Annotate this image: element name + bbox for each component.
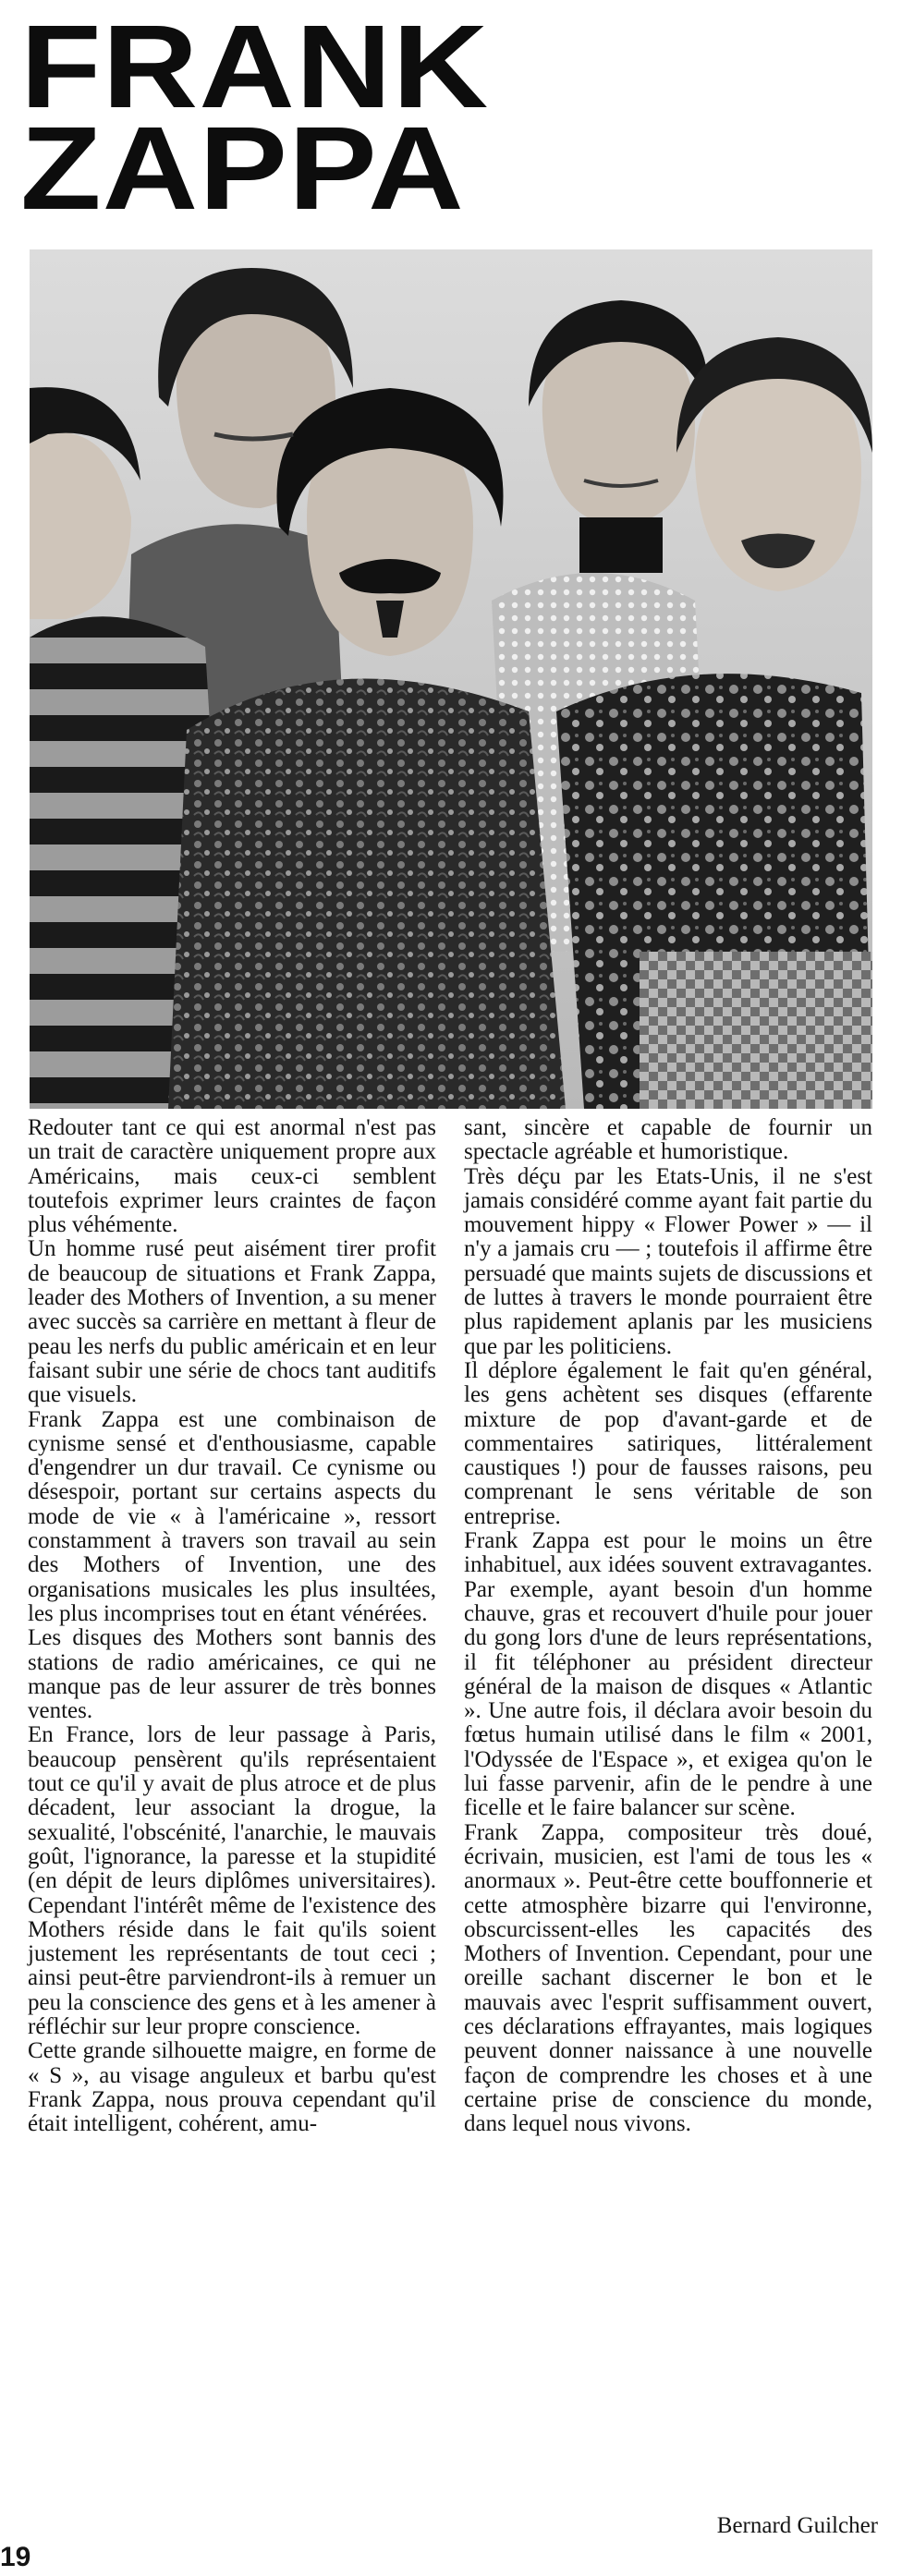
paragraph: Les disques des Mothers sont bannis des stations de radio américaines, ce qui ne manque pas de leur assurer de très bonnes ventes. [28,1625,436,1724]
paragraph: Il déplore également le fait qu'en général, les gens achètent ses disques (effarente mixture de pop d'avant-garde et de commentaires satiriques, littéralement caustiques !) pour de fausses raisons, peu comprenant le sens véritable de son entreprise. [464,1357,872,1529]
page-number: 19 [0,2542,31,2572]
paragraph: Frank Zappa est une combinaison de cynisme sensé et d'enthousiasme, capable d'engendrer un dur travail. Ce cynisme ou désespoir, portant sur certains aspects du mode de vie « à l'américaine », ressort constamment à travers son travail au sein des Mothers of Invention, une des organisations musicales les plus insultées, les plus incomprises tout en étant vénérées. [28,1406,436,1626]
title-line-zappa: ZAPPA [20,103,465,235]
article-title [20,1,490,235]
title-line-frank: FRANK [20,1,490,133]
paragraph: Frank Zappa, compositeur très doué, écrivain, musicien, est l'ami de tous les « anormaux ». Peut-être cette bouffonnerie et cette atmosphère bizarre qui l'environne, obscurcissent-elles les capacités des Mothers of Invention. Cependant, pour une oreille sachant discerner le bon et le mauvais avec l'esprit suffisamment ouvert, ces déclarations effrayantes, mais logiques peuvent donner naissance à une nouvelle façon de comprendre les choses et à une certaine prise de conscience du monde, dans lequel nous vivons. [464,1819,872,2137]
paragraph: Cette grande silhouette maigre, en forme de « S », au visage anguleux et barbu qu'est Frank Zappa, nous prouva cependant qu'il était intelligent, cohérent, amu- [28,2038,436,2137]
band-photo [30,249,872,1109]
paragraph: En France, lors de leur passage à Paris, beaucoup pensèrent qu'ils représentaient tout ce qu'il y avait de plus atroce et de plus décadent, leur associant la drogue, la sexualité, l'obscénité, l'anarchie, le mauvais goût, l'ignorance, la paresse et la stupidité (en dépit de leurs diplômes universitaires). Cependant l'intérêt même de l'existence des Mothers réside dans le fait qu'ils soient justement les représentants de tout ceci ; ainsi peut-être parviendront-ils à remuer un peu la conscience des gens et à les amener à réfléchir sur leur propre conscience. [28,1722,436,2039]
paragraph: Très déçu par les Etats-Unis, il ne s'est jamais considéré comme ayant fait partie du mouvement hippy « Flower Power » — il n'y a jamais cru — ; toutefois il affirme être persuadé que maints sujets de discussions et de luttes à travers le monde pourraient être plus rapidement aplanis par les musiciens que par les politiciens. [464,1163,872,1359]
paragraph: Frank Zappa est pour le moins un être inhabituel, aux idées souvent extravagantes. Par exemple, ayant besoin d'un homme chauve, gras et recouvert d'huile pour jouer du gong lors d'une de leurs représentations, il fit téléphoner au président directeur général de la maison de disques « Atlantic ». Une autre fois, il déclara avoir besoin du fœtus humain utilisé dans le film « 2001, l'Odyssée de l'Espace », et exigea qu'on le lui fasse parvenir, afin de le pendre à une ficelle et le faire balancer sur scène. [464,1528,872,1821]
paragraph: Un homme rusé peut aisément tirer profit de beaucoup de situations et Frank Zappa, leader des Mothers of Invention, a su mener avec succès sa carrière en mettant à fleur de peau les nerfs du public américain et en leur faisant subir une série de chocs tant auditifs que visuels. [28,1236,436,1408]
paragraph: sant, sincère et capable de fournir un spectacle agréable et humoristique. [464,1115,872,1165]
author-signature: Bernard Guilcher [716,2513,878,2538]
band-photo-image [30,249,872,1109]
paragraph: Redouter tant ce qui est anormal n'est pas un trait de caractère uniquement propre aux Américains, mais ceux-ci semblent toutefois exprimer leurs craintes de façon plus véhémente. [28,1115,436,1238]
article-column-right [464,1116,872,2136]
article-column-left [28,1116,436,2136]
